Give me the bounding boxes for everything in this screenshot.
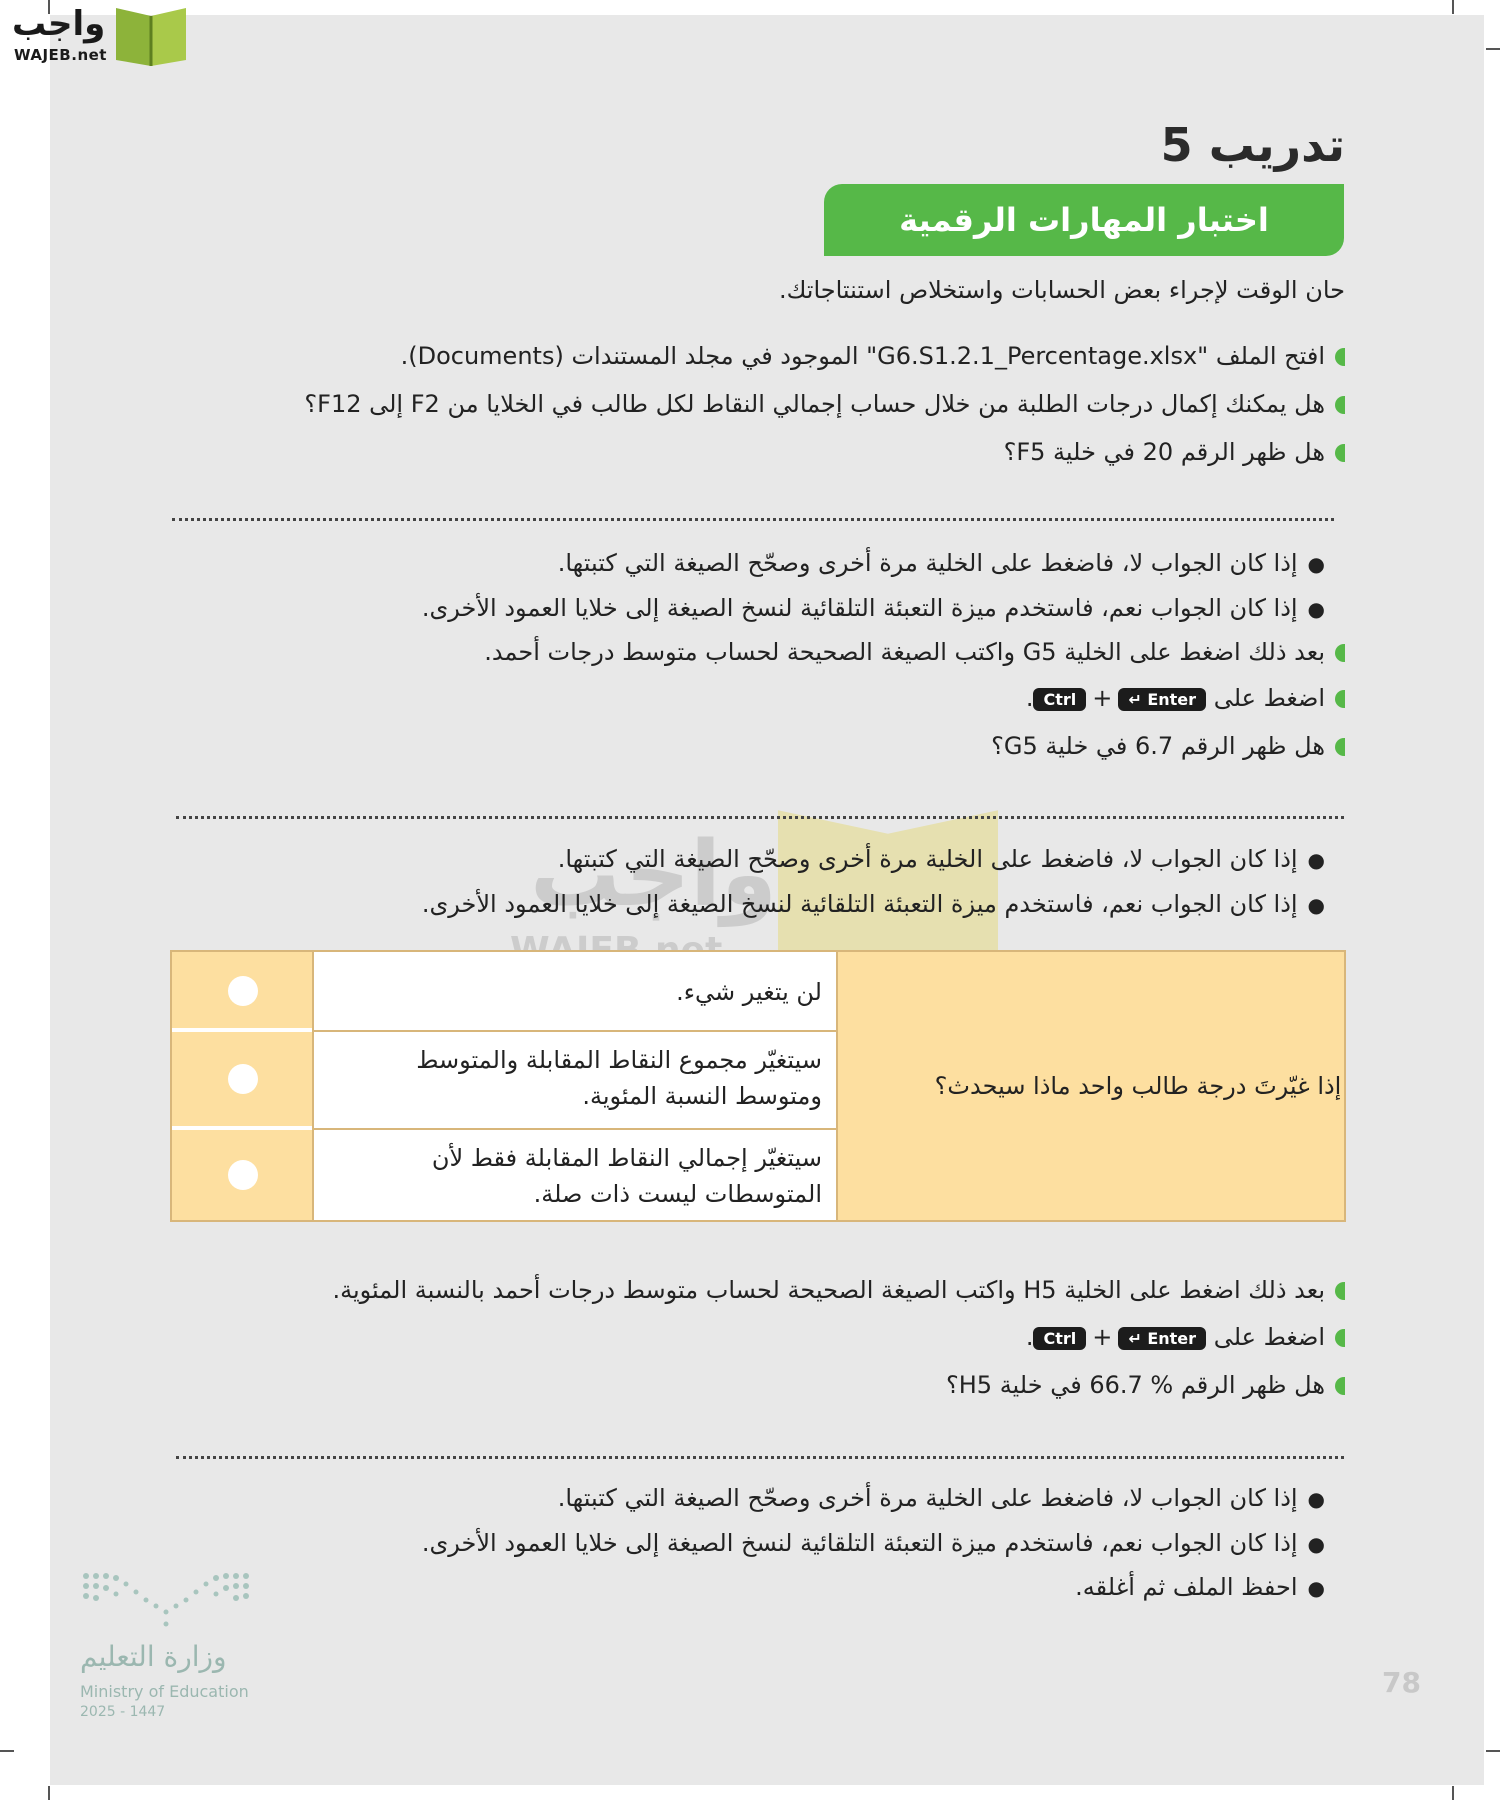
bullet-text: إذا كان الجواب نعم، فاستخدم ميزة التعبئة التلقائية لنسخ الصيغة إلى خلايا العمود الأخرى. bbox=[421, 890, 1298, 918]
step-item bbox=[304, 390, 1345, 418]
ctrl-key: Ctrl bbox=[1033, 688, 1086, 711]
bullet-item: ●إذا كان الجواب لا، فاضغط على الخلية مرة أخرى وصحّح الصيغة التي كتبتها. bbox=[557, 845, 1325, 873]
ministry-logo bbox=[80, 1570, 280, 1730]
bullet-item: ●إذا كان الجواب نعم، فاستخدم ميزة التعبئة التلقائية لنسخ الصيغة إلى خلايا العمود الأخرى. bbox=[421, 1529, 1325, 1557]
step-item bbox=[332, 1276, 1345, 1304]
step-item bbox=[1026, 684, 1345, 712]
crop-mark bbox=[48, 1786, 50, 1800]
step-item bbox=[1004, 438, 1345, 466]
step-marker bbox=[1335, 644, 1345, 662]
step-text: هل ظهر الرقم 20 في خلية F5؟ bbox=[1003, 438, 1325, 466]
logo-latin: WAJEB.net bbox=[14, 46, 107, 64]
radio-option-1[interactable] bbox=[228, 976, 258, 1006]
bullet-item: ●احفظ الملف ثم أغلقه. bbox=[1075, 1573, 1325, 1601]
bullet-item: ●إذا كان الجواب نعم، فاستخدم ميزة التعبئة التلقائية لنسخ الصيغة إلى خلايا العمود الأخرى. bbox=[421, 890, 1325, 918]
step-item bbox=[991, 732, 1345, 760]
step-text: افتح الملف "G6.S1.2.1_Percentage.xlsx" الموجود في مجلد المستندات (Documents). bbox=[400, 342, 1325, 370]
ctrl-key: Ctrl bbox=[1033, 1327, 1086, 1350]
step-text: هل ظهر الرقم 6.7 في خلية G5؟ bbox=[991, 732, 1325, 760]
radio-option-2[interactable] bbox=[228, 1064, 258, 1094]
plus-sign: + bbox=[1092, 1323, 1113, 1351]
crop-mark bbox=[1486, 48, 1500, 50]
page-number: 78 bbox=[1382, 1666, 1421, 1699]
bullet-text: إذا كان الجواب نعم، فاستخدم ميزة التعبئة التلقائية لنسخ الصيغة إلى خلايا العمود الأخرى. bbox=[421, 594, 1298, 622]
radio-cell bbox=[172, 1032, 312, 1130]
option-text-2: سيتغيّر مجموع النقاط المقابلة والمتوسط ومتوسط النسبة المئوية. bbox=[314, 1032, 836, 1130]
crop-mark bbox=[0, 1750, 14, 1752]
step-item bbox=[401, 342, 1345, 370]
quiz-table bbox=[170, 950, 1346, 1222]
step-marker bbox=[1335, 738, 1345, 756]
bullet-text: إذا كان الجواب لا، فاضغط على الخلية مرة أخرى وصحّح الصيغة التي كتبتها. bbox=[557, 549, 1298, 577]
radio-cell bbox=[172, 952, 312, 1032]
bullet-item: ●إذا كان الجواب لا، فاضغط على الخلية مرة أخرى وصحّح الصيغة التي كتبتها. bbox=[557, 549, 1325, 577]
step-marker bbox=[1335, 396, 1345, 414]
step-text: هل يمكنك إكمال درجات الطلبة من خلال حساب إجمالي النقاط لكل طالب في الخلايا من F2 إلى F12؟ bbox=[304, 390, 1325, 418]
step-marker bbox=[1335, 1282, 1345, 1300]
radio-cell bbox=[172, 1130, 312, 1220]
crop-mark bbox=[1452, 1786, 1454, 1800]
step-item bbox=[946, 1371, 1345, 1399]
ministry-english: Ministry of Education bbox=[80, 1682, 249, 1701]
answer-line[interactable] bbox=[172, 518, 1334, 521]
bullet-text: إذا كان الجواب لا، فاضغط على الخلية مرة أخرى وصحّح الصيغة التي كتبتها. bbox=[557, 1484, 1298, 1512]
wajeb-logo[interactable] bbox=[8, 4, 194, 68]
answer-line[interactable] bbox=[176, 1456, 1344, 1459]
crop-mark bbox=[1486, 1750, 1500, 1752]
enter-key: Enter ↵ bbox=[1118, 688, 1206, 711]
radio-option-3[interactable] bbox=[228, 1160, 258, 1190]
step-text: بعد ذلك اضغط على الخلية H5 واكتب الصيغة الصحيحة لحساب متوسط درجات أحمد بالنسبة المئوية. bbox=[332, 1276, 1325, 1304]
ministry-emblem-icon bbox=[80, 1570, 260, 1630]
step-item bbox=[1026, 1323, 1345, 1351]
intro-text: حان الوقت لإجراء بعض الحسابات واستخلاص استنتاجاتك. bbox=[778, 276, 1345, 304]
bullet-text: احفظ الملف ثم أغلقه. bbox=[1075, 1573, 1298, 1601]
bullet-text: إذا كان الجواب نعم، فاستخدم ميزة التعبئة التلقائية لنسخ الصيغة إلى خلايا العمود الأخرى. bbox=[421, 1529, 1298, 1557]
step-text: اضغط على bbox=[1213, 1323, 1325, 1351]
ministry-year: 2025 - 1447 bbox=[80, 1704, 166, 1720]
step-marker bbox=[1335, 1329, 1345, 1347]
bullet-item: ●إذا كان الجواب نعم، فاستخدم ميزة التعبئة التلقائية لنسخ الصيغة إلى خلايا العمود الأخرى. bbox=[421, 594, 1325, 622]
book-icon bbox=[108, 4, 194, 68]
enter-key: Enter ↵ bbox=[1118, 1327, 1206, 1350]
step-item bbox=[484, 638, 1345, 666]
answer-line[interactable] bbox=[176, 816, 1344, 819]
step-text: بعد ذلك اضغط على الخلية G5 واكتب الصيغة الصحيحة لحساب متوسط درجات أحمد. bbox=[484, 638, 1325, 666]
step-marker bbox=[1335, 444, 1345, 462]
period: . bbox=[1025, 1323, 1034, 1351]
option-text-1: لن يتغير شيء. bbox=[314, 952, 836, 1032]
step-text: اضغط على bbox=[1213, 684, 1325, 712]
watermark-arabic: واجب bbox=[530, 822, 777, 927]
ministry-arabic: وزارة التعليم bbox=[80, 1640, 227, 1673]
crop-mark bbox=[1452, 0, 1454, 14]
exercise-title: تدريب 5 bbox=[1160, 118, 1345, 172]
option-text-3: سيتغيّر إجمالي النقاط المقابلة فقط لأن المتوسطات ليست ذات صلة. bbox=[314, 1130, 836, 1220]
step-marker bbox=[1335, 690, 1345, 708]
step-marker bbox=[1335, 348, 1345, 366]
quiz-question: إذا غيّرتَ درجة طالب واحد ماذا سيحدث؟ bbox=[934, 1072, 1342, 1100]
section-banner: اختبار المهارات الرقمية bbox=[824, 184, 1344, 256]
step-marker bbox=[1335, 1377, 1345, 1395]
step-text: هل ظهر الرقم % 66.7 في خلية H5؟ bbox=[945, 1371, 1325, 1399]
plus-sign: + bbox=[1092, 684, 1113, 712]
bullet-item: ●إذا كان الجواب لا، فاضغط على الخلية مرة أخرى وصحّح الصيغة التي كتبتها. bbox=[557, 1484, 1325, 1512]
bullet-text: إذا كان الجواب لا، فاضغط على الخلية مرة أخرى وصحّح الصيغة التي كتبتها. bbox=[557, 845, 1298, 873]
period: . bbox=[1025, 684, 1034, 712]
logo-arabic: واجب bbox=[12, 4, 106, 44]
